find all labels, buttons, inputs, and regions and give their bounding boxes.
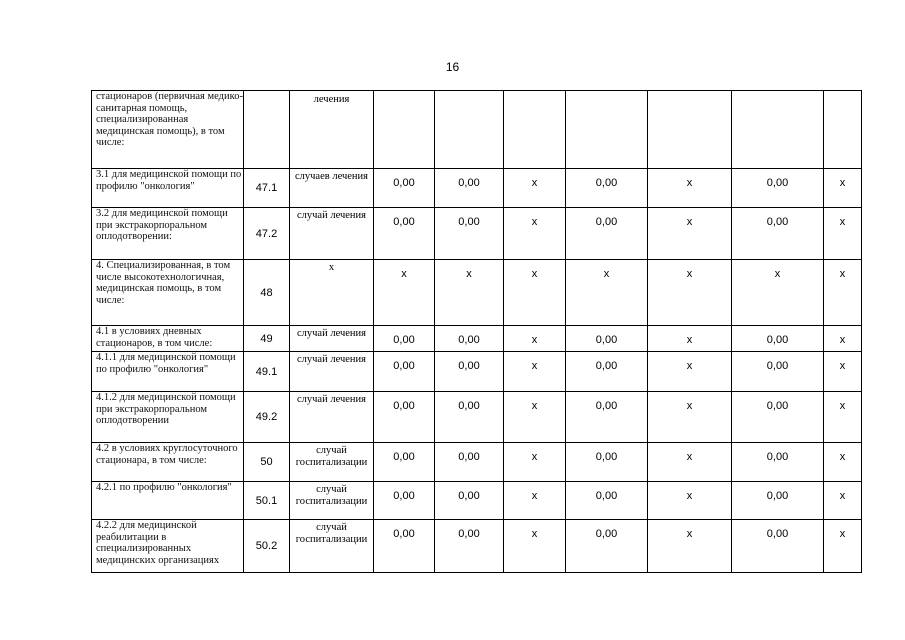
row-line-number-cell: 47.1 [244, 169, 290, 208]
value-cell-col-2: 0,00 [435, 443, 504, 482]
value-cell-col-4: 0,00 [566, 208, 648, 260]
value-cell-col-6: x [732, 260, 824, 326]
value-cell-col-7: x [824, 260, 862, 326]
value-cell-col-2: 0,00 [435, 352, 504, 392]
value-cell-col-5 [648, 91, 732, 169]
row-name-cell: 4.2.2 для медицинской реабилитации в специализированных медицинских организациях [92, 520, 244, 573]
row-name-cell: 4.2 в условиях круглосуточного стационара, в том числе: [92, 443, 244, 482]
value-cell-col-2: 0,00 [435, 326, 504, 352]
value-cell-col-4: 0,00 [566, 482, 648, 520]
value-cell-col-4 [566, 91, 648, 169]
value-cell-col-6: 0,00 [732, 443, 824, 482]
row-unit-cell: лечения [290, 91, 374, 169]
value-cell-col-2: 0,00 [435, 482, 504, 520]
row-name-cell: 4.1.1 для медицинской помощи по профилю "онкология" [92, 352, 244, 392]
value-cell-col-3: x [504, 392, 566, 443]
value-cell-col-7: x [824, 520, 862, 573]
value-cell-col-6: 0,00 [732, 208, 824, 260]
row-unit-cell: случай лечения [290, 326, 374, 352]
row-name-cell: 4.1.2 для медицинской помощи при экстракорпоральном оплодотворении [92, 392, 244, 443]
row-name-cell: 4.2.1 по профилю "онкология" [92, 482, 244, 520]
row-name-cell: стационаров (первичная медико-санитарная помощь, специализированная медицинская помощь), в том числе: [92, 91, 244, 169]
value-cell-col-6: 0,00 [732, 392, 824, 443]
row-line-number-cell: 49 [244, 326, 290, 352]
row-line-number-cell: 49.1 [244, 352, 290, 392]
value-cell-col-6: 0,00 [732, 352, 824, 392]
table-row [92, 520, 862, 573]
row-name-cell: 4.1 в условиях дневных стационаров, в том числе: [92, 326, 244, 352]
row-line-number-cell: 50.2 [244, 520, 290, 573]
table-row [92, 208, 862, 260]
table-row [92, 443, 862, 482]
table-row [92, 482, 862, 520]
value-cell-col-7: x [824, 443, 862, 482]
value-cell-col-7: x [824, 208, 862, 260]
table-row [92, 260, 862, 326]
data-table [91, 90, 862, 573]
value-cell-col-6: 0,00 [732, 520, 824, 573]
value-cell-col-6 [732, 91, 824, 169]
table-row [92, 91, 862, 169]
value-cell-col-3: x [504, 520, 566, 573]
table-row [92, 169, 862, 208]
value-cell-col-2: x [435, 260, 504, 326]
value-cell-col-2: 0,00 [435, 520, 504, 573]
value-cell-col-7: x [824, 169, 862, 208]
value-cell-col-2: 0,00 [435, 392, 504, 443]
value-cell-col-1: 0,00 [374, 443, 435, 482]
value-cell-col-6: 0,00 [732, 482, 824, 520]
value-cell-col-4: 0,00 [566, 392, 648, 443]
row-line-number-cell: 48 [244, 260, 290, 326]
row-unit-cell: x [290, 260, 374, 326]
value-cell-col-5: x [648, 392, 732, 443]
row-unit-cell: случай госпитализации [290, 520, 374, 573]
value-cell-col-5: x [648, 260, 732, 326]
value-cell-col-2: 0,00 [435, 208, 504, 260]
value-cell-col-6: 0,00 [732, 326, 824, 352]
table-row [92, 326, 862, 352]
table-body [92, 91, 862, 573]
row-unit-cell: случай госпитализации [290, 443, 374, 482]
row-line-number-cell: 49.2 [244, 392, 290, 443]
value-cell-col-4: 0,00 [566, 520, 648, 573]
value-cell-col-3: x [504, 326, 566, 352]
table-row [92, 392, 862, 443]
row-line-number-cell: 50.1 [244, 482, 290, 520]
value-cell-col-1 [374, 91, 435, 169]
value-cell-col-5: x [648, 443, 732, 482]
value-cell-col-2: 0,00 [435, 169, 504, 208]
table-row [92, 352, 862, 392]
row-line-number-cell: 47.2 [244, 208, 290, 260]
value-cell-col-3: x [504, 352, 566, 392]
value-cell-col-3: x [504, 208, 566, 260]
value-cell-col-1: x [374, 260, 435, 326]
value-cell-col-3 [504, 91, 566, 169]
value-cell-col-7: x [824, 352, 862, 392]
row-unit-cell: случай лечения [290, 352, 374, 392]
row-line-number-cell: 50 [244, 443, 290, 482]
value-cell-col-1: 0,00 [374, 326, 435, 352]
row-unit-cell: случай лечения [290, 208, 374, 260]
value-cell-col-1: 0,00 [374, 208, 435, 260]
value-cell-col-3: x [504, 482, 566, 520]
value-cell-col-4: x [566, 260, 648, 326]
value-cell-col-6: 0,00 [732, 169, 824, 208]
value-cell-col-5: x [648, 169, 732, 208]
value-cell-col-7: x [824, 326, 862, 352]
value-cell-col-1: 0,00 [374, 482, 435, 520]
value-cell-col-4: 0,00 [566, 326, 648, 352]
value-cell-col-1: 0,00 [374, 352, 435, 392]
value-cell-col-5: x [648, 482, 732, 520]
row-line-number-cell [244, 91, 290, 169]
value-cell-col-5: x [648, 326, 732, 352]
value-cell-col-5: x [648, 352, 732, 392]
value-cell-col-7 [824, 91, 862, 169]
value-cell-col-1: 0,00 [374, 392, 435, 443]
value-cell-col-3: x [504, 169, 566, 208]
value-cell-col-7: x [824, 392, 862, 443]
value-cell-col-5: x [648, 520, 732, 573]
row-unit-cell: случай госпитализации [290, 482, 374, 520]
row-name-cell: 3.2 для медицинской помощи при экстракорпоральном оплодотворении: [92, 208, 244, 260]
value-cell-col-7: x [824, 482, 862, 520]
row-unit-cell: случай лечения [290, 392, 374, 443]
row-name-cell: 4. Специализированная, в том числе высокотехнологичная, медицинская помощь, в том числе: [92, 260, 244, 326]
value-cell-col-4: 0,00 [566, 169, 648, 208]
value-cell-col-4: 0,00 [566, 443, 648, 482]
value-cell-col-2 [435, 91, 504, 169]
page-number: 16 [445, 60, 460, 74]
value-cell-col-3: x [504, 443, 566, 482]
row-name-cell: 3.1 для медицинской помощи по профилю "онкология" [92, 169, 244, 208]
value-cell-col-4: 0,00 [566, 352, 648, 392]
value-cell-col-1: 0,00 [374, 169, 435, 208]
row-unit-cell: случаев лечения [290, 169, 374, 208]
value-cell-col-1: 0,00 [374, 520, 435, 573]
value-cell-col-5: x [648, 208, 732, 260]
value-cell-col-3: x [504, 260, 566, 326]
